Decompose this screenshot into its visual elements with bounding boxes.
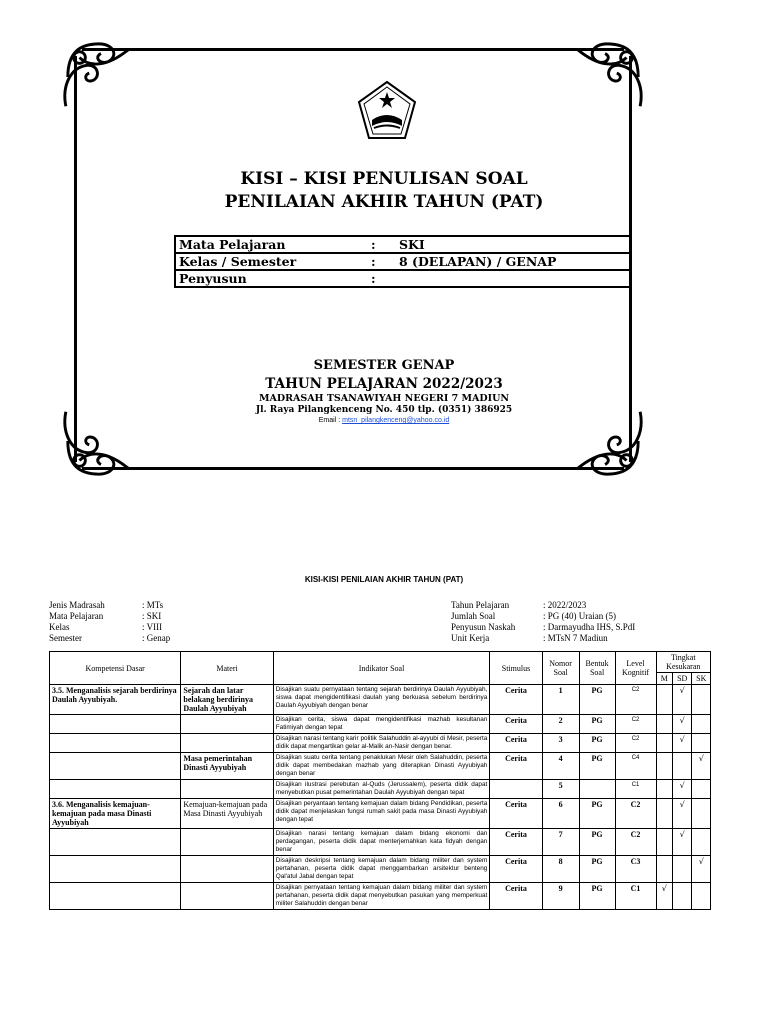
level-cell: C1 bbox=[615, 780, 656, 799]
header-sd: SD bbox=[672, 673, 692, 685]
sd-cell bbox=[672, 883, 692, 910]
stimulus-cell: Cerita bbox=[490, 715, 542, 734]
m-cell bbox=[656, 734, 672, 753]
meta-row bbox=[451, 611, 635, 622]
materi-cell bbox=[181, 780, 273, 799]
nomor-cell: 7 bbox=[542, 829, 579, 856]
materi-cell bbox=[181, 829, 273, 856]
indikator-cell: Disajikan suatu cerita tentang penaklukan Mesir oleh Salahuddin, peserta didik dapat membedakan mazhab yang diterapkan Dinasti Ayyubiyah dengan benar bbox=[273, 753, 490, 780]
bentuk-cell: PG bbox=[579, 829, 615, 856]
school-year-heading: TAHUN PELAJARAN 2022/2023 bbox=[265, 376, 503, 392]
identity-value: SKI bbox=[396, 236, 631, 253]
sd-cell: √ bbox=[672, 829, 692, 856]
sk-cell: √ bbox=[692, 856, 711, 883]
level-cell: C2 bbox=[615, 715, 656, 734]
meta-row bbox=[49, 611, 170, 622]
indikator-cell: Disajikan pernyataan tentang kemajuan dalam bidang militer dan system pertahanan, peserta didik dapat menyebutkan pasukan yang memperkuat militer Salahuddin dengan benar bbox=[273, 883, 490, 910]
bentuk-cell: PG bbox=[579, 799, 615, 829]
level-cell: C2 bbox=[615, 734, 656, 753]
sk-cell bbox=[692, 734, 711, 753]
header-bentuk: Bentuk Soal bbox=[579, 652, 615, 685]
kd-cell bbox=[50, 883, 181, 910]
materi-cell bbox=[181, 856, 273, 883]
document-subtitle: PENILAIAN AKHIR TAHUN (PAT) bbox=[224, 192, 544, 212]
m-cell: √ bbox=[656, 883, 672, 910]
table-row bbox=[50, 856, 711, 883]
identity-colon: : bbox=[368, 253, 396, 270]
school-address: Jl. Raya Pilangkenceng No. 450 tlp. (0351) 386925 bbox=[255, 405, 513, 415]
stimulus-cell: Cerita bbox=[490, 829, 542, 856]
table-row bbox=[50, 780, 711, 799]
nomor-cell: 3 bbox=[542, 734, 579, 753]
indikator-cell: Disajikan peryantaan tentang kemajuan dalam bidang Pendidikan, peserta didik dapat menjelaskan fungsi rumah sakit pada masa Dinasti Ayyubiyah dengan tepat bbox=[273, 799, 490, 829]
meta-right bbox=[451, 600, 635, 644]
indikator-cell: Disajikan deskripsi tentang kemajuan dalam bidang militer dan system pertahanan, peserta didik dapat menggambarkan arsitektur benteng Qal'atul Jabal dengan tepat bbox=[273, 856, 490, 883]
header-tingkat: Tingkat Kesukaran bbox=[656, 652, 710, 673]
indikator-cell: Disajikan narasi tentang karir politik Salahuddin al-ayyubi di Mesir, peserta didik dapat mengartikan gelar al-Malik an-Nasir dengan benar. bbox=[273, 734, 490, 753]
identity-row bbox=[175, 236, 631, 253]
header-materi: Materi bbox=[181, 652, 273, 685]
sd-cell: √ bbox=[672, 780, 692, 799]
sk-cell bbox=[692, 780, 711, 799]
identity-label: Mata Pelajaran bbox=[175, 236, 368, 253]
materi-cell: Sejarah dan latar belakang berdirinya Daulah Ayyubiyah bbox=[181, 685, 273, 715]
meta-value: : MTsN 7 Madiun bbox=[543, 633, 608, 643]
bentuk-cell: PG bbox=[579, 883, 615, 910]
table-row bbox=[50, 734, 711, 753]
identity-label: Kelas / Semester bbox=[175, 253, 368, 270]
table-row bbox=[50, 883, 711, 910]
sk-cell bbox=[692, 799, 711, 829]
nomor-cell: 5 bbox=[542, 780, 579, 799]
meta-row bbox=[49, 600, 170, 611]
m-cell bbox=[656, 829, 672, 856]
stimulus-cell bbox=[490, 780, 542, 799]
nomor-cell: 1 bbox=[542, 685, 579, 715]
meta-row bbox=[49, 622, 170, 633]
meta-row bbox=[451, 633, 635, 644]
identity-value: 8 (DELAPAN) / GENAP bbox=[396, 253, 631, 270]
stimulus-cell: Cerita bbox=[490, 883, 542, 910]
email-label: Email : bbox=[318, 417, 343, 424]
header-sk: SK bbox=[692, 673, 711, 685]
kisi-body bbox=[50, 685, 711, 910]
materi-cell bbox=[181, 734, 273, 753]
nomor-cell: 2 bbox=[542, 715, 579, 734]
indikator-cell: Disajikan narasi tentang kemajuan dalam bidang ekonomi dan perdagangan, peserta didik dapat menterjemahkan kata fidyah dengan benar bbox=[273, 829, 490, 856]
indikator-cell: Disajikan suatu pernyataan tentang sejarah berdirinya Daulah Ayyubiyah, siswa dapat mengidentifikasi daulah yang berkuasa sebelum berdirinya Daulah Ayyubiyah dengan benar bbox=[273, 685, 490, 715]
kd-cell bbox=[50, 780, 181, 799]
nomor-cell: 8 bbox=[542, 856, 579, 883]
sd-cell: √ bbox=[672, 799, 692, 829]
frame-bottom-line bbox=[82, 467, 624, 470]
bentuk-cell bbox=[579, 780, 615, 799]
sd-cell bbox=[672, 753, 692, 780]
m-cell bbox=[656, 715, 672, 734]
meta-row bbox=[49, 633, 170, 644]
identity-label: Penyusun bbox=[175, 270, 368, 287]
kisi-table bbox=[49, 651, 711, 910]
table-row bbox=[50, 715, 711, 734]
identity-table bbox=[174, 235, 632, 288]
sk-cell bbox=[692, 829, 711, 856]
materi-cell: Kemajuan-kemajuan pada Masa Dinasti Ayyubiyah bbox=[181, 799, 273, 829]
level-cell: C2 bbox=[615, 685, 656, 715]
sk-cell bbox=[692, 883, 711, 910]
header-m: M bbox=[656, 673, 672, 685]
meta-key: Jenis Madrasah bbox=[49, 600, 105, 610]
bentuk-cell: PG bbox=[579, 734, 615, 753]
indikator-cell: Disajikan ilustrasi perebutan al-Quds (Jerussalem), peserta didik dapat menyebutkan pusat pemerintahan Daulah Ayyubiyah dengan tepat bbox=[273, 780, 490, 799]
ministry-emblem-icon bbox=[356, 80, 418, 142]
meta-value: : PG (40) Uraian (5) bbox=[543, 611, 616, 621]
header-kd: Kompetensi Dasar bbox=[50, 652, 181, 685]
materi-cell: Masa pemerintahan Dinasti Ayyubiyah bbox=[181, 753, 273, 780]
school-name: MADRASAH TSANAWIYAH NEGERI 7 MADIUN bbox=[258, 393, 510, 404]
sd-cell: √ bbox=[672, 685, 692, 715]
sk-cell: √ bbox=[692, 753, 711, 780]
email-link[interactable]: mtsn_pilangkenceng@yahoo.co.id bbox=[342, 417, 450, 424]
stimulus-cell: Cerita bbox=[490, 753, 542, 780]
m-cell bbox=[656, 799, 672, 829]
frame-top-line bbox=[82, 48, 624, 51]
table-row bbox=[50, 829, 711, 856]
meta-row bbox=[451, 600, 635, 611]
header-indikator: Indikator Soal bbox=[273, 652, 490, 685]
materi-cell bbox=[181, 883, 273, 910]
meta-value: : Genap bbox=[142, 633, 171, 643]
nomor-cell: 4 bbox=[542, 753, 579, 780]
table-row bbox=[50, 753, 711, 780]
ornament-corner-icon bbox=[568, 38, 646, 116]
identity-row bbox=[175, 253, 631, 270]
m-cell bbox=[656, 685, 672, 715]
identity-value bbox=[396, 270, 631, 287]
meta-key: Kelas bbox=[49, 622, 70, 632]
kisi-title: KISI-KISI PENILAIAN AKHIR TAHUN (PAT) bbox=[304, 575, 464, 584]
m-cell bbox=[656, 753, 672, 780]
meta-key: Tahun Pelajaran bbox=[451, 600, 510, 610]
kd-cell bbox=[50, 829, 181, 856]
bentuk-cell: PG bbox=[579, 856, 615, 883]
table-header-row bbox=[50, 652, 711, 673]
header-level: Level Kognitif bbox=[615, 652, 656, 685]
sk-cell bbox=[692, 715, 711, 734]
kd-cell bbox=[50, 734, 181, 753]
ornament-corner-icon bbox=[60, 38, 138, 116]
stimulus-cell: Cerita bbox=[490, 856, 542, 883]
sd-cell: √ bbox=[672, 715, 692, 734]
header-nomor: Nomor Soal bbox=[542, 652, 579, 685]
semester-heading: SEMESTER GENAP bbox=[313, 358, 455, 373]
kd-cell: 3.5. Menganalisis sejarah berdirinya Daulah Ayyubiyah. bbox=[50, 685, 181, 715]
meta-key: Mata Pelajaran bbox=[49, 611, 104, 621]
kd-cell bbox=[50, 715, 181, 734]
meta-value: : 2022/2023 bbox=[543, 600, 587, 610]
indikator-cell: Disajikan cerita, siswa dapat mengidentifikasi mazhab kesultanan Fatimiyah dengan tepat bbox=[273, 715, 490, 734]
identity-colon: : bbox=[368, 236, 396, 253]
stimulus-cell: Cerita bbox=[490, 685, 542, 715]
stimulus-cell: Cerita bbox=[490, 734, 542, 753]
header-stimulus: Stimulus bbox=[490, 652, 542, 685]
bentuk-cell: PG bbox=[579, 715, 615, 734]
bentuk-cell: PG bbox=[579, 753, 615, 780]
materi-cell bbox=[181, 715, 273, 734]
meta-value: : MTs bbox=[142, 600, 164, 610]
level-cell: C2 bbox=[615, 799, 656, 829]
document-title: KISI – KISI PENULISAN SOAL bbox=[240, 169, 528, 189]
m-cell bbox=[656, 856, 672, 883]
sd-cell bbox=[672, 856, 692, 883]
meta-left bbox=[49, 600, 170, 644]
bentuk-cell: PG bbox=[579, 685, 615, 715]
m-cell bbox=[656, 780, 672, 799]
meta-key: Semester bbox=[49, 633, 82, 643]
meta-key: Jumlah Soal bbox=[451, 611, 496, 621]
kd-cell: 3.6. Menganalisis kemajuan-kemajuan pada masa Dinasti Ayyubiyah bbox=[50, 799, 181, 829]
level-cell: C2 bbox=[615, 829, 656, 856]
level-cell: C4 bbox=[615, 753, 656, 780]
identity-colon: : bbox=[368, 270, 396, 287]
level-cell: C1 bbox=[615, 883, 656, 910]
meta-value: : VIII bbox=[142, 622, 163, 632]
meta-value: : SKI bbox=[142, 611, 162, 621]
table-row bbox=[50, 685, 711, 715]
meta-key: Penyusun Naskah bbox=[451, 622, 516, 632]
nomor-cell: 9 bbox=[542, 883, 579, 910]
level-cell: C3 bbox=[615, 856, 656, 883]
kd-cell bbox=[50, 753, 181, 780]
sk-cell bbox=[692, 685, 711, 715]
meta-value: : Darmayudha IHS, S.PdI bbox=[543, 622, 636, 632]
stimulus-cell: Cerita bbox=[490, 799, 542, 829]
nomor-cell: 6 bbox=[542, 799, 579, 829]
kd-cell bbox=[50, 856, 181, 883]
table-row bbox=[50, 799, 711, 829]
identity-row bbox=[175, 270, 631, 287]
sd-cell: √ bbox=[672, 734, 692, 753]
meta-key: Unit Kerja bbox=[451, 633, 490, 643]
meta-row bbox=[451, 622, 635, 633]
email-line bbox=[0, 417, 768, 424]
